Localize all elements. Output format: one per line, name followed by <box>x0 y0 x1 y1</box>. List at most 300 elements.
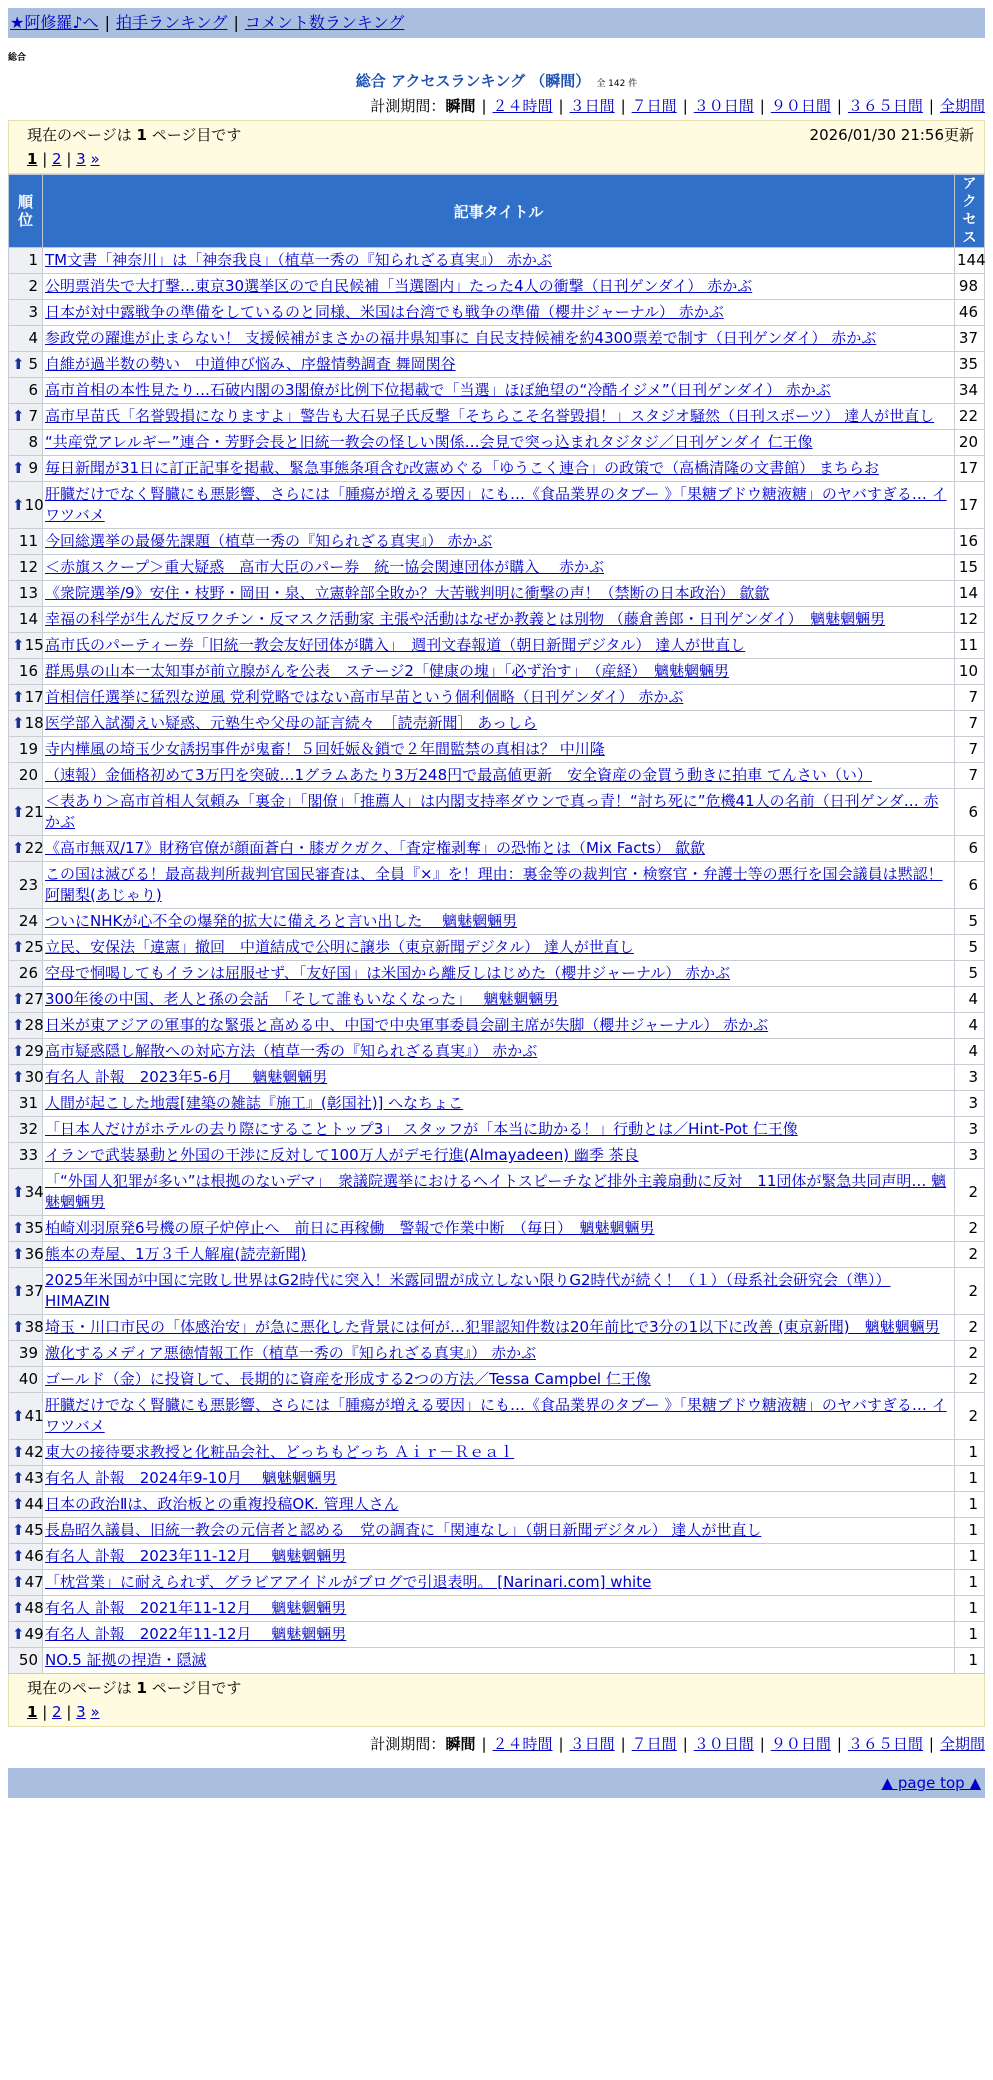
period-separator: | <box>620 97 626 115</box>
title-cell <box>43 352 955 378</box>
period-option[interactable]: ３０日間 <box>693 97 754 115</box>
rank-up-arrow-icon: ⬆ <box>12 1406 25 1425</box>
article-title-link[interactable]: 医学部入試濁えい疑惑、元塾生や父母の証言続々 ［読売新聞］ あっしら <box>45 714 538 732</box>
table-row <box>9 1466 985 1492</box>
article-title-link[interactable]: 高市氏のパーティー券「旧統一教会友好団体が購入」 週刊文春報道（朝日新聞デジタル） 達人が世直し <box>45 636 746 654</box>
access-count: 1 <box>955 1622 985 1648</box>
article-title-link[interactable]: NO.5 証拠の捏造・隠滅 <box>45 1651 207 1669</box>
rank-cell <box>9 737 43 763</box>
access-count: 17 <box>955 482 985 529</box>
access-count: 2 <box>955 1367 985 1393</box>
rank-number: 42 <box>24 1443 44 1461</box>
rank-cell <box>9 1544 43 1570</box>
period-option[interactable]: ３６５日間 <box>847 1735 923 1753</box>
access-count: 4 <box>955 1013 985 1039</box>
title-cell <box>43 274 955 300</box>
rank-up-arrow-icon: ⬆ <box>12 1443 25 1461</box>
rank-cell <box>9 1367 43 1393</box>
rank-number: 10 <box>24 495 44 514</box>
article-title-link[interactable]: ゴールド（金）に投資して、長期的に資産を形成する2つの方法／Tessa Campbel 仁王像 <box>45 1370 651 1388</box>
rank-cell <box>9 633 43 659</box>
period-option[interactable]: ９０日間 <box>770 97 831 115</box>
title-cell <box>43 1544 955 1570</box>
page-link[interactable]: 3 <box>76 1703 86 1721</box>
rank-number: 32 <box>18 1120 38 1138</box>
rank-up-arrow-icon: ⬆ <box>12 1521 25 1539</box>
table-row <box>9 987 985 1013</box>
period-separator: | <box>620 1735 626 1753</box>
access-count: 10 <box>955 659 985 685</box>
title-cell <box>43 1065 955 1091</box>
article-title-link[interactable]: 有名人 訃報 2022年11-12月 魑魅魍魎男 <box>45 1625 347 1643</box>
period-separator: | <box>682 97 688 115</box>
rank-cell <box>9 378 43 404</box>
title-cell <box>43 1169 955 1216</box>
article-title-link[interactable]: 寺内樺風の埼玉少女誘拐事件が鬼畜！５回妊娠＆鎖で２年間監禁の真相は？ 中川隆 <box>45 740 605 758</box>
rank-cell <box>9 555 43 581</box>
access-count: 2 <box>955 1393 985 1440</box>
period-separator: | <box>558 97 564 115</box>
article-title-link[interactable]: 高市早苗氏「名誉毀損になりますよ」警告も大石晃子氏反撃「そちらこそ名誉毀損！」スタジオ騒然（日刊スポーツ） 達人が世直し <box>45 407 935 425</box>
updated-timestamp: 2026/01/30 21:56更新 <box>809 126 974 144</box>
rank-up-arrow-icon: ⬆ <box>12 839 25 857</box>
rank-cell <box>9 1341 43 1367</box>
title-cell <box>43 711 955 737</box>
title-cell <box>43 1492 955 1518</box>
article-title-link[interactable]: 肝臓だけでなく腎臓にも悪影響、さらには「腫瘍が増える要因」にも…《食品業界のタブー 》「果糖ブドウ糖液糖」のヤバすぎる… イワツバメ <box>45 1396 947 1435</box>
period-separator: | <box>928 1735 934 1753</box>
access-count: 4 <box>955 1039 985 1065</box>
title-cell <box>43 763 955 789</box>
rank-up-arrow-icon: ⬆ <box>12 636 25 654</box>
rank-number: 17 <box>24 688 44 706</box>
article-title-link[interactable]: 柏崎刈羽原発6号機の原子炉停止へ 前日に再稼働 警報で作業中断 （毎日） 魑魅魍魎男 <box>45 1219 655 1237</box>
table-row <box>9 352 985 378</box>
rank-up-arrow-icon: ⬆ <box>12 1495 25 1513</box>
rank-number: 38 <box>24 1318 44 1336</box>
page-separator: | <box>37 1703 53 1721</box>
title-cell <box>43 248 955 274</box>
rank-number: 30 <box>24 1068 44 1086</box>
rank-number: 40 <box>18 1370 38 1388</box>
rank-number: 41 <box>24 1406 44 1425</box>
rank-cell <box>9 482 43 529</box>
access-count: 11 <box>955 633 985 659</box>
article-title-link[interactable]: 高市首相の本性見たり…石破内閣の3閣僚が比例下位掲載で「当選」ほぼ絶望の“冷酷イジメ”（日刊ゲンダイ） 赤かぶ <box>45 381 831 399</box>
article-title-link[interactable]: 肝臓だけでなく腎臓にも悪影響、さらには「腫瘍が増える要因」にも…《食品業界のタブー 》「果糖ブドウ糖液糖」のヤバすぎる… イワツバメ <box>45 485 947 524</box>
rank-up-arrow-icon: ⬆ <box>12 1599 25 1617</box>
rank-up-arrow-icon: ⬆ <box>12 714 25 732</box>
access-count: 1 <box>955 1466 985 1492</box>
article-title-link[interactable]: 参政党の躍進が止まらない！ 支援候補がまさかの福井県知事に 自民支持候補を約4300票差で制す（日刊ゲンダイ） 赤かぶ <box>45 329 877 347</box>
rank-cell <box>9 1440 43 1466</box>
period-option[interactable]: ３６５日間 <box>847 97 923 115</box>
table-row <box>9 935 985 961</box>
access-count: 14 <box>955 581 985 607</box>
article-title-link[interactable]: 「“外国人犯罪が多い”は根拠のないデマ」 衆議院選挙におけるヘイトスピーチなど排外主義扇動に反対 11団体が緊急共同声明… 魑魅魍魎男 <box>45 1172 947 1211</box>
period-separator: | <box>759 1735 765 1753</box>
rank-cell <box>9 274 43 300</box>
page-link: 1 <box>27 150 38 168</box>
table-row <box>9 1596 985 1622</box>
rank-cell <box>9 862 43 909</box>
title-cell <box>43 1242 955 1268</box>
page-title: 総合 アクセスランキング （瞬間） <box>355 72 591 90</box>
rank-up-arrow-icon: ⬆ <box>12 407 25 425</box>
rank-number: 1 <box>28 251 38 269</box>
rank-number: 45 <box>24 1521 44 1539</box>
table-row <box>9 300 985 326</box>
table-row <box>9 404 985 430</box>
table-row <box>9 659 985 685</box>
table-row <box>9 1216 985 1242</box>
access-count: 3 <box>955 1065 985 1091</box>
rank-cell <box>9 1117 43 1143</box>
table-row <box>9 1315 985 1341</box>
rank-cell <box>9 430 43 456</box>
rank-up-arrow-icon: ⬆ <box>12 1219 25 1237</box>
nav-home-link[interactable]: ★阿修羅♪へ <box>10 13 99 32</box>
access-count: 1 <box>955 1570 985 1596</box>
title-cell <box>43 1518 955 1544</box>
article-title-link[interactable]: 自維が過半数の勢い 中道伸び悩み、序盤情勢調査 舞岡関谷 <box>45 355 456 373</box>
rank-number: 3 <box>28 303 38 321</box>
access-count: 2 <box>955 1216 985 1242</box>
article-title-link[interactable]: この国は滅びる！最高裁判所裁判官国民審査は、全員『×』を！理由：裏金等の裁判官・検察官・弁護士等の悪行を国会議員は黙認！ 阿闍梨(あじゃり) <box>45 865 943 904</box>
rank-number: 9 <box>28 459 38 477</box>
rank-cell <box>9 1466 43 1492</box>
article-title-link[interactable]: 長島昭久議員、旧統一教会の元信者と認める 党の調査に「関連なし」（朝日新聞デジタル） 達人が世直し <box>45 1521 762 1539</box>
title-cell <box>43 1341 955 1367</box>
nav-comment-ranking-link[interactable]: コメント数ランキング <box>244 13 405 32</box>
rank-cell <box>9 1492 43 1518</box>
table-row <box>9 1544 985 1570</box>
bottom-bar <box>8 1768 985 1798</box>
article-title-link[interactable]: 「日本人だけがホテルの去り際にすることトップ3」 スタッフが「本当に助かる！」行動とは／Hint-Pot 仁王像 <box>45 1120 798 1138</box>
title-cell <box>43 961 955 987</box>
page-link[interactable]: 3 <box>76 150 86 168</box>
rank-up-arrow-icon: ⬆ <box>12 1625 25 1643</box>
next-page-link[interactable]: » <box>90 150 100 168</box>
title-cell <box>43 482 955 529</box>
article-title-link[interactable]: 熊本の寿屋、1万３千人解雇(読売新聞) <box>45 1245 307 1263</box>
table-row <box>9 326 985 352</box>
rank-number: 35 <box>24 1219 44 1237</box>
access-count: 2 <box>955 1242 985 1268</box>
nav-separator: | <box>104 13 110 32</box>
article-title-link[interactable]: 日本の政治Ⅱは、政治板との重複投稿OK. 管理人さん <box>45 1495 399 1513</box>
access-count: 3 <box>955 1091 985 1117</box>
nav-separator: | <box>233 13 239 32</box>
access-count: 6 <box>955 836 985 862</box>
rank-number: 12 <box>18 558 38 576</box>
article-title-link[interactable]: 300年後の中国、老人と孫の会話 「そして誰もいなくなった」 魑魅魍魎男 <box>45 990 559 1008</box>
article-title-link[interactable]: 「枕営業」に耐えられず、グラビアアイドルがブログで引退表明。 [Narinari.com] white <box>45 1573 652 1591</box>
rank-up-arrow-icon: ⬆ <box>12 1469 25 1487</box>
rank-number: 47 <box>24 1573 44 1591</box>
rank-cell <box>9 763 43 789</box>
table-row <box>9 1143 985 1169</box>
rank-number: 50 <box>18 1651 38 1669</box>
page-top-link[interactable]: ▲ page top ▲ <box>881 1774 981 1792</box>
rank-cell <box>9 1268 43 1315</box>
title-cell <box>43 1367 955 1393</box>
access-count: 35 <box>955 352 985 378</box>
table-row <box>9 633 985 659</box>
rank-cell <box>9 326 43 352</box>
table-row <box>9 1013 985 1039</box>
access-count: 98 <box>955 274 985 300</box>
page-links <box>27 147 974 171</box>
access-count: 1 <box>955 1440 985 1466</box>
article-title-link[interactable]: 高市疑惑隠し解散への対応方法（植草一秀の『知られざる真実』） 赤かぶ <box>45 1042 538 1060</box>
table-row <box>9 1518 985 1544</box>
access-count: 144 <box>955 248 985 274</box>
table-row <box>9 378 985 404</box>
period-separator: | <box>481 1735 487 1753</box>
period-option[interactable]: ３日間 <box>569 97 615 115</box>
article-title-link[interactable]: 今回総選挙の最優先課題（植草一秀の『知られざる真実』） 赤かぶ <box>45 532 493 550</box>
table-row <box>9 1570 985 1596</box>
table-row <box>9 1117 985 1143</box>
rank-up-arrow-icon: ⬆ <box>12 1573 25 1591</box>
article-title-link[interactable]: 有名人 訃報 2024年9-10月 魑魅魍魎男 <box>45 1469 337 1487</box>
table-row <box>9 961 985 987</box>
title-cell <box>43 1622 955 1648</box>
rank-cell <box>9 529 43 555</box>
table-row <box>9 1393 985 1440</box>
article-title-link[interactable]: 幸福の科学が生んだ反ワクチン・反マスク活動家 主張や活動はなぜか教義とは別物 （藤倉善郎・日刊ゲンダイ） 魑魅魍魎男 <box>45 610 886 628</box>
rank-cell <box>9 1622 43 1648</box>
access-count: 7 <box>955 737 985 763</box>
table-row <box>9 529 985 555</box>
period-separator: | <box>481 97 487 115</box>
table-row <box>9 1492 985 1518</box>
page-link[interactable]: 2 <box>52 150 62 168</box>
rank-cell <box>9 1216 43 1242</box>
article-title-link[interactable]: “共産党アレルギー”連合・芳野会長と旧統一教会の怪しい関係…会見で突っ込まれタジタジ／日刊ゲンダイ 仁王像 <box>45 433 813 451</box>
table-row <box>9 1341 985 1367</box>
page-links <box>27 1700 974 1724</box>
access-count: 3 <box>955 1117 985 1143</box>
table-row <box>9 737 985 763</box>
article-title-link[interactable]: 2025年米国が中国に完敗し世界はG2時代に突入！米露同盟が成立しない限りG2時代が続く！（１）（母系社会研究会（準）） HIMAZIN <box>45 1271 891 1310</box>
access-count: 6 <box>955 789 985 836</box>
title-cell <box>43 1143 955 1169</box>
rank-number: 46 <box>24 1547 44 1565</box>
rank-cell <box>9 1596 43 1622</box>
table-row <box>9 1091 985 1117</box>
title-cell <box>43 633 955 659</box>
article-title-link[interactable]: 有名人 訃報 2021年11-12月 魑魅魍魎男 <box>45 1599 347 1617</box>
period-option[interactable]: ２４時間 <box>492 1735 553 1753</box>
next-page-link[interactable]: » <box>90 1703 100 1721</box>
pager-bottom <box>8 1674 985 1727</box>
rank-number: 48 <box>24 1599 44 1617</box>
access-count: 2 <box>955 1268 985 1315</box>
title-cell <box>43 1466 955 1492</box>
rank-number: 43 <box>24 1469 44 1487</box>
title-cell <box>43 430 955 456</box>
table-row <box>9 555 985 581</box>
period-separator: | <box>928 97 934 115</box>
title-cell <box>43 1117 955 1143</box>
rank-number: 24 <box>18 912 38 930</box>
page-link[interactable]: 2 <box>52 1703 62 1721</box>
rank-cell <box>9 836 43 862</box>
period-option[interactable]: 全期間 <box>939 1735 985 1753</box>
rank-cell <box>9 987 43 1013</box>
table-row <box>9 1065 985 1091</box>
rank-number: 25 <box>24 938 44 956</box>
article-title-link[interactable]: 人間が起こした地震[建築の雑誌『施工』(彰国社)] へなちょこ <box>45 1094 464 1112</box>
rank-number: 20 <box>18 766 38 784</box>
rank-cell <box>9 607 43 633</box>
table-row <box>9 685 985 711</box>
rank-number: 11 <box>18 532 38 550</box>
table-row <box>9 1169 985 1216</box>
period-separator: | <box>558 1735 564 1753</box>
rank-number: 39 <box>18 1344 38 1362</box>
table-row <box>9 1440 985 1466</box>
article-title-link[interactable]: 有名人 訃報 2023年5-6月 魑魅魍魎男 <box>45 1068 328 1086</box>
page-link: 1 <box>27 1703 38 1721</box>
access-count: 5 <box>955 935 985 961</box>
rank-cell <box>9 789 43 836</box>
title-cell <box>43 1596 955 1622</box>
rank-cell <box>9 961 43 987</box>
title-cell <box>43 581 955 607</box>
rank-number: 29 <box>24 1042 44 1060</box>
table-row <box>9 607 985 633</box>
access-count: 22 <box>955 404 985 430</box>
rank-number: 23 <box>18 875 38 894</box>
article-title-link[interactable]: 埼玉・川口市民の「体感治安」が急に悪化した背景には何が…犯罪認知件数は20年前比で3分の1以下に改善 (東京新聞) 魑魅魍魎男 <box>45 1318 940 1336</box>
period-option[interactable]: 全期間 <box>939 97 985 115</box>
period-option: 瞬間 <box>445 97 476 115</box>
total-count: 全 142 件 <box>596 79 638 89</box>
access-count: 1 <box>955 1518 985 1544</box>
table-row <box>9 1622 985 1648</box>
table-row <box>9 1268 985 1315</box>
access-count: 16 <box>955 529 985 555</box>
article-title-link[interactable]: ＜赤旗スクープ＞重大疑惑 高市大臣のパー券 統一協会関連団体が購入 赤かぶ <box>45 558 605 576</box>
rank-cell <box>9 1169 43 1216</box>
article-title-link[interactable]: イランで武装暴動と外国の干渉に反対して100万人がデモ行進(Almayadeen) 幽季 茶良 <box>45 1146 639 1164</box>
rank-number: 18 <box>24 714 44 732</box>
rank-number: 4 <box>28 329 38 347</box>
title-cell <box>43 1648 955 1674</box>
rank-cell <box>9 1013 43 1039</box>
access-count: 2 <box>955 1341 985 1367</box>
article-title-link[interactable]: 公明票消失で大打撃…東京30選挙区ので自民候補「当選圏内」たった4人の衝撃（日刊ゲンダイ） 赤かぶ <box>45 277 753 295</box>
access-count: 6 <box>955 862 985 909</box>
article-title-link[interactable]: 《高市無双/17》財務官僚が顔面蒼白・膝ガクガク、「査定権剥奪」の恐怖とは（Mix Facts） 歙歙 <box>45 839 705 857</box>
period-option[interactable]: ３０日間 <box>693 1735 754 1753</box>
article-title-link[interactable]: TM文書「神奈川」は「神奈我良」（植草一秀の『知られざる真実』） 赤かぶ <box>45 251 552 269</box>
article-title-link[interactable]: 首相信任選挙に猛烈な逆風 党利党略ではない高市早苗という個利個略（日刊ゲンダイ） 赤かぶ <box>45 688 684 706</box>
rank-number: 14 <box>18 610 38 628</box>
rank-up-arrow-icon: ⬆ <box>12 355 25 373</box>
article-title-link[interactable]: 日本が対中露戦争の準備をしているのと同様、米国は台湾でも戦争の準備（櫻井ジャーナル） 赤かぶ <box>45 303 724 321</box>
rank-number: 2 <box>28 277 38 295</box>
title-cell <box>43 607 955 633</box>
article-title-link[interactable]: 東大の接待要求教授と化粧品会社、どっちもどっち Ａｉｒ－Ｒｅａｌ <box>45 1443 515 1461</box>
rank-cell <box>9 456 43 482</box>
title-cell <box>43 1039 955 1065</box>
period-separator: | <box>682 1735 688 1753</box>
title-cell <box>43 909 955 935</box>
period-separator: | <box>759 97 765 115</box>
rank-number: 26 <box>18 964 38 982</box>
table-row <box>9 482 985 529</box>
rank-up-arrow-icon: ⬆ <box>12 990 25 1008</box>
table-row <box>9 1367 985 1393</box>
article-title-link[interactable]: 立民、安保法「違憲」撤回 中道結成で公明に譲歩（東京新聞デジタル） 達人が世直し <box>45 938 634 956</box>
article-title-link[interactable]: 群馬県の山本一太知事が前立腺がんを公表 ステージ2「健康の塊」「必ず治す」 （産経） 魑魅魍魎男 <box>45 662 729 680</box>
rank-number: 16 <box>18 662 38 680</box>
rank-number: 13 <box>18 584 38 602</box>
title-cell <box>43 1393 955 1440</box>
rank-cell <box>9 711 43 737</box>
rank-cell <box>9 1648 43 1674</box>
article-title-link[interactable]: （速報）金価格初めて3万円を突破…1グラムあたり3万248円で最高値更新 安全資産の金買う動きに拍車 てんさい（い） <box>45 766 872 784</box>
rank-cell <box>9 659 43 685</box>
rank-up-arrow-icon: ⬆ <box>12 459 25 477</box>
article-title-link[interactable]: ＜表あり＞高市首相人気頼み「裏金」「閣僚」「推薦人」は内閣支持率ダウンで真っ青！“討ち死に”危機41人の名前（日刊ゲンダ… 赤かぶ <box>45 792 939 831</box>
title-cell <box>43 456 955 482</box>
period-option[interactable]: ７日間 <box>631 1735 677 1753</box>
period-option[interactable]: ９０日間 <box>770 1735 831 1753</box>
title-cell <box>43 1091 955 1117</box>
access-count: 4 <box>955 987 985 1013</box>
rank-number: 19 <box>18 740 38 758</box>
title-cell <box>43 1013 955 1039</box>
period-option[interactable]: ７日間 <box>631 97 677 115</box>
article-title-link[interactable]: 空母で恫喝してもイランは屈服せず、「友好国」は米国から離反しはじめた（櫻井ジャーナル） 赤かぶ <box>45 964 731 982</box>
period-separator: | <box>836 97 842 115</box>
rank-up-arrow-icon: ⬆ <box>12 688 25 706</box>
article-title-link[interactable]: 激化するメディア悪徳情報工作（植草一秀の『知られざる真実』） 赤かぶ <box>45 1344 537 1362</box>
rank-number: 6 <box>28 381 38 399</box>
title-cell <box>43 555 955 581</box>
title-cell <box>43 326 955 352</box>
title-cell <box>43 862 955 909</box>
access-count: 17 <box>955 456 985 482</box>
access-count: 2 <box>955 1315 985 1341</box>
article-title-link[interactable]: ついにNHKが心不全の爆発的拡大に備えろと言い出した 魑魅魍魎男 <box>45 912 518 930</box>
rank-cell <box>9 935 43 961</box>
rank-cell <box>9 1091 43 1117</box>
rank-up-arrow-icon: ⬆ <box>12 1182 25 1201</box>
nav-clap-ranking-link[interactable]: 拍手ランキング <box>115 13 228 32</box>
access-count: 1 <box>955 1648 985 1674</box>
rank-up-arrow-icon: ⬆ <box>12 495 25 514</box>
rank-up-arrow-icon: ⬆ <box>12 938 25 956</box>
rank-up-arrow-icon: ⬆ <box>12 1318 25 1336</box>
article-title-link[interactable]: 《衆院選挙/9》安住・枝野・岡田・泉、立憲幹部全敗か？大苦戦判明に衝撃の声！（禁断の日本政治） 歙歙 <box>45 584 770 602</box>
period-option[interactable]: ２４時間 <box>492 97 553 115</box>
period-selector-top <box>8 95 985 116</box>
rank-number: 28 <box>24 1016 44 1034</box>
rank-up-arrow-icon: ⬆ <box>12 1042 25 1060</box>
article-title-link[interactable]: 有名人 訃報 2023年11-12月 魑魅魍魎男 <box>45 1547 347 1565</box>
article-title-link[interactable]: 毎日新聞が31日に訂正記事を掲載、緊急事態条項含む改憲めぐる「ゆうこく連合」の政策で（高橋清隆の文書館） まちらお <box>45 459 879 477</box>
table-row <box>9 909 985 935</box>
ranking-heading <box>8 70 985 91</box>
period-option[interactable]: ３日間 <box>569 1735 615 1753</box>
article-title-link[interactable]: 日米が東アジアの軍事的な緊張と高める中、中国で中央軍事委員会副主席が失脚（櫻井ジャーナル） 赤かぶ <box>45 1016 769 1034</box>
